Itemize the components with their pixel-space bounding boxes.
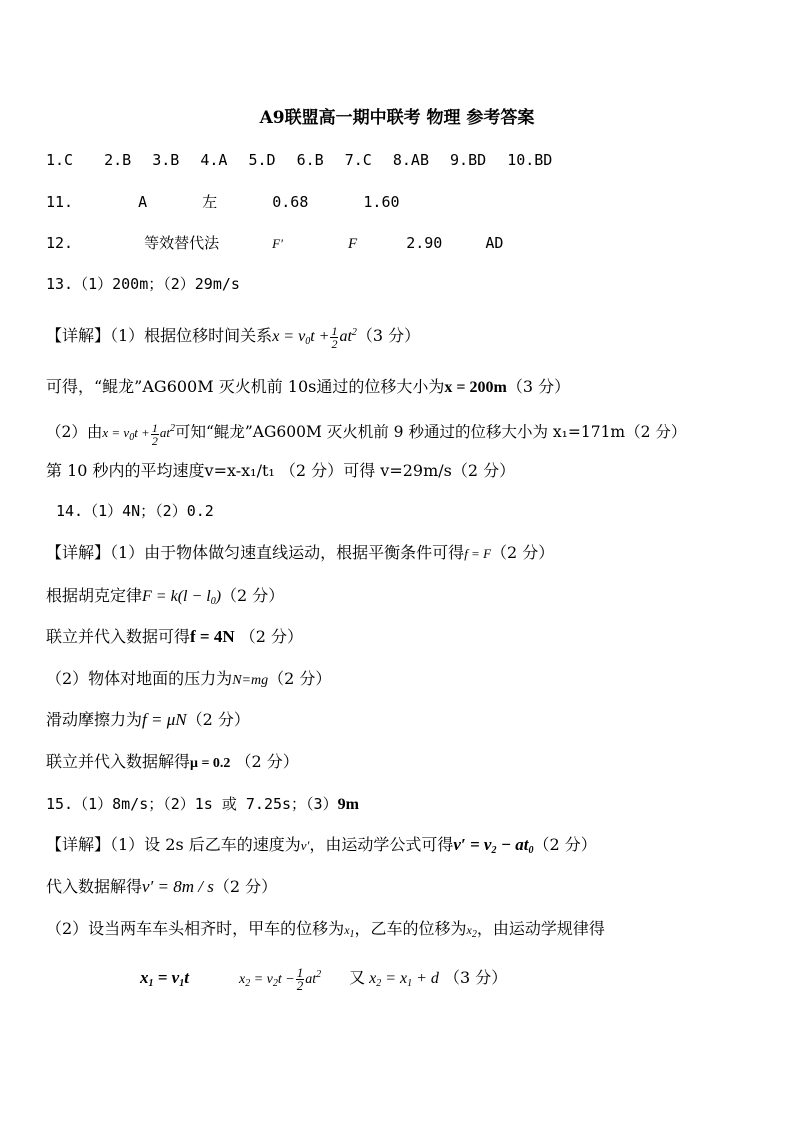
q13-detail-text: 可知“鲲龙”AG600M 灭火机前 9 秒通过的位移大小为 x₁=171m [174, 423, 626, 441]
mc-answer: 1.C [46, 151, 74, 169]
mc-answers-line [46, 149, 552, 171]
q15-detail-4 [140, 964, 507, 995]
q12-number: 12. [46, 234, 74, 252]
q15-answer-text: 15.（1）8m/s；（2）1s 或 7.25s；（3） [46, 795, 338, 813]
mc-answer: 4.A [200, 151, 228, 169]
q14-detail-text: 【详解】（1）由于物体做匀速直线运动，根据平衡条件可得 [46, 543, 465, 562]
q13-formula: $x = v_0t$ + $\frac{1}{2}$ $at^2$ [272, 323, 357, 351]
q14-formula: μ = 0.2 [190, 756, 231, 771]
score-note: （2 分） [279, 461, 344, 480]
q14-detail-text: （2）物体对地面的压力为 [46, 669, 233, 688]
score-note: （2 分） [235, 752, 299, 771]
q15-detail-1 [46, 834, 597, 862]
score-note: （3 分） [506, 377, 571, 396]
q11-answer-2: 左 [202, 193, 218, 211]
q12-line [46, 232, 503, 255]
q15-detail-text: 又 [349, 968, 366, 987]
q12-answer-3: F [348, 236, 358, 252]
score-note: （3 分） [356, 326, 421, 345]
score-note: （2 分） [213, 877, 278, 896]
q12-answer-4: 2.90 [406, 234, 443, 252]
mc-answer: 8.AB [392, 151, 429, 169]
q13-detail-text: 可得，“鲲龙”AG600M 灭火机前 10s通过的位移大小为 [46, 377, 445, 396]
q14-detail-4 [46, 668, 331, 692]
mc-answer: 10.BD [507, 151, 553, 169]
q11-answer-1: A [138, 193, 148, 211]
q15-answer [46, 793, 359, 816]
q13-detail-4 [46, 460, 515, 482]
q15-formula: v′ = 8m / s [142, 877, 214, 896]
q11-line [46, 191, 400, 213]
q14-formula: $F = k(l - l_0)$ [142, 588, 222, 607]
mc-answer: 9.BD [450, 151, 487, 169]
q15-formula: $x_2$ [466, 923, 477, 940]
q14-detail-text: 联立并代入数据可得 [46, 627, 191, 646]
q13-answer: 13.（1）200m；（2）29m/s [46, 275, 240, 293]
q14-detail-text: 滑动摩擦力为 [46, 710, 143, 729]
q13-result: x = 200m [444, 379, 507, 396]
q13-detail-text: 第 10 秒内的平均速度v=x-x₁/t₁ [46, 461, 275, 480]
q13-detail-text: 【详解】（1）根据位移时间关系 [46, 326, 273, 345]
score-note: （2 分） [491, 543, 555, 562]
q15-detail-2 [46, 876, 277, 898]
page-title: A9联盟高一期中联考 物理 参考答案 [259, 108, 535, 128]
q15-detail-3 [46, 918, 605, 946]
q14-detail-5 [46, 709, 250, 731]
q13-formula: $x = v_0t$ + $\frac{1}{2}$ $at^2$ [102, 420, 175, 448]
q11-answer-3: 0.68 [272, 193, 309, 211]
q11-answer-4: 1.60 [363, 193, 400, 211]
q15-formula: v′ [300, 838, 310, 853]
score-note: （2 分） [221, 586, 285, 605]
score-note: （2 分） [451, 461, 516, 480]
q14-formula: f = F [464, 546, 492, 561]
score-note: （2 分） [625, 423, 687, 441]
q15-formula: $v' = v_2 - at_0$ [453, 835, 534, 856]
score-note: （2 分） [239, 627, 304, 646]
q12-answer-5: AD [485, 234, 504, 252]
q15-detail-text: （2）设当两车车头相齐时，甲车的位移为 [46, 919, 345, 938]
mc-answer: 7.C [344, 151, 372, 169]
q14-formula: f = μN [142, 710, 187, 729]
q15-detail-text: ，由运动学规律得 [476, 919, 605, 938]
q14-answer: 14.（1）4N；（2）0.2 [56, 502, 214, 520]
score-note: （3 分） [444, 968, 508, 987]
q13-detail-3 [46, 418, 686, 449]
q12-answer-2: F′ [272, 236, 283, 251]
q15-detail-text: ，由运动学公式可得 [309, 835, 454, 854]
q14-formula: N=mg [232, 673, 269, 688]
q13-detail-text: 可得 v=29m/s [343, 461, 452, 480]
score-note: （2 分） [186, 710, 250, 729]
q15-answer-bold: 9m [337, 796, 359, 813]
mc-answer: 2.B [104, 151, 132, 169]
q15-detail-text: 代入数据解得 [46, 877, 143, 896]
q15-formula: $x_2 = x_1 + d$ [365, 970, 439, 989]
q11-number: 11. [46, 193, 74, 211]
q14-detail-text: 联立并代入数据解得 [46, 752, 191, 771]
q15-formula: $x_1$ [344, 923, 355, 940]
q14-detail-text: 根据胡克定律 [46, 586, 143, 605]
q13-detail-text: （2）由 [46, 423, 103, 441]
q14-detail-3 [46, 626, 303, 648]
score-note: （2 分） [268, 669, 332, 688]
mc-answer: 5.D [248, 151, 276, 169]
q14-detail-6 [46, 751, 299, 775]
q12-answer-1: 等效替代法 [144, 234, 220, 252]
q15-detail-text: ，乙车的位移为 [354, 919, 467, 938]
q15-formula: $x_2 = v_2t$ − $\frac{1}{2}$ $at^2$ [238, 965, 322, 994]
q15-detail-text: 【详解】（1）设 2s 后乙车的速度为 [46, 835, 301, 854]
q15-formula: $x_1 = v_1t$ [140, 968, 189, 989]
q14-detail-1 [46, 542, 554, 565]
score-note: （2 分） [533, 835, 597, 854]
q14-detail-2 [46, 585, 284, 613]
q13-detail-2 [46, 376, 570, 399]
mc-answer: 3.B [152, 151, 180, 169]
mc-answer: 6.B [296, 151, 324, 169]
q14-formula: f = 4N [190, 627, 235, 646]
q13-detail-1 [46, 322, 420, 353]
